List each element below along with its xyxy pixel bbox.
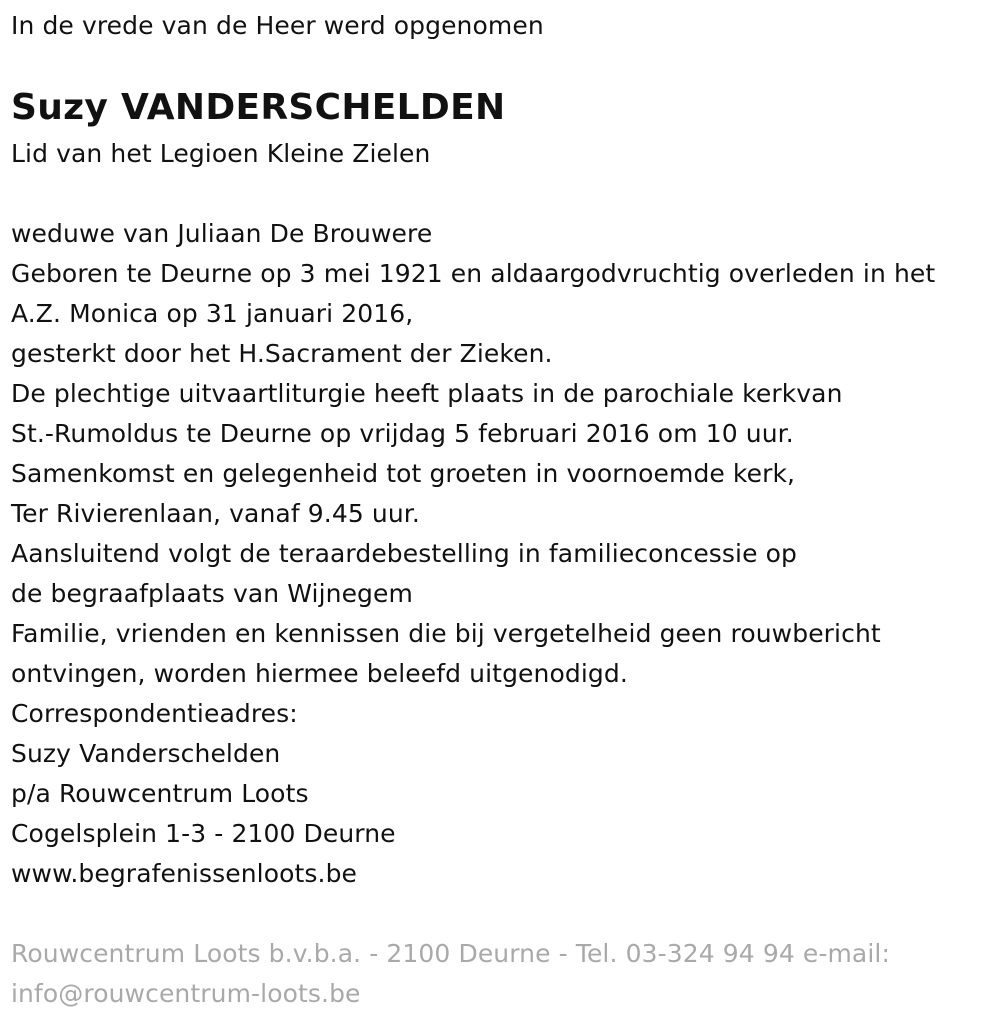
- body-line: ontvingen, worden hiermee beleefd uitgenodigd.: [11, 659, 628, 688]
- correspondence-name: Suzy Vanderschelden: [11, 739, 281, 768]
- footer-company-line: Rouwcentrum Loots b.v.b.a. - 2100 Deurne - Tel. 03-324 94 94 e-mail:: [11, 939, 890, 968]
- body-line: weduwe van Juliaan De Brouwere: [11, 219, 433, 248]
- body-line: St.-Rumoldus te Deurne op vrijdag 5 februari 2016 om 10 uur.: [11, 419, 794, 448]
- correspondence-heading: Correspondentieadres:: [11, 699, 298, 728]
- body-line: Aansluitend volgt de teraardebestelling in familieconcessie op: [11, 539, 797, 568]
- body-line: Samenkomst en gelegenheid tot groeten in voornoemde kerk,: [11, 459, 796, 488]
- body-line: A.Z. Monica op 31 januari 2016,: [11, 299, 414, 328]
- body-line: Geboren te Deurne op 3 mei 1921 en aldaargodvruchtig overleden in het: [11, 259, 936, 288]
- website-text: www.begrafenissenloots.be: [11, 859, 358, 888]
- deceased-name: Suzy VANDERSCHELDEN: [11, 87, 506, 128]
- footer-email-line: info@rouwcentrum-loots.be: [11, 979, 361, 1008]
- obituary-body: [11, 214, 991, 894]
- body-line: gesterkt door het H.Sacrament der Zieken.: [11, 339, 553, 368]
- footer: [11, 934, 991, 1014]
- subtitle-text: Lid van het Legioen Kleine Zielen: [11, 139, 431, 168]
- correspondence-address: Cogelsplein 1-3 - 2100 Deurne: [11, 819, 396, 848]
- obituary-notice: [11, 0, 991, 1014]
- body-line: Ter Rivierenlaan, vanaf 9.45 uur.: [11, 499, 420, 528]
- body-line: de begraafplaats van Wijnegem: [11, 579, 413, 608]
- body-line: Familie, vrienden en kennissen die bij vergetelheid geen rouwbericht: [11, 619, 881, 648]
- body-line: De plechtige uitvaartliturgie heeft plaats in de parochiale kerkvan: [11, 379, 843, 408]
- correspondence-care-of: p/a Rouwcentrum Loots: [11, 779, 309, 808]
- intro-text: In de vrede van de Heer werd opgenomen: [11, 11, 544, 40]
